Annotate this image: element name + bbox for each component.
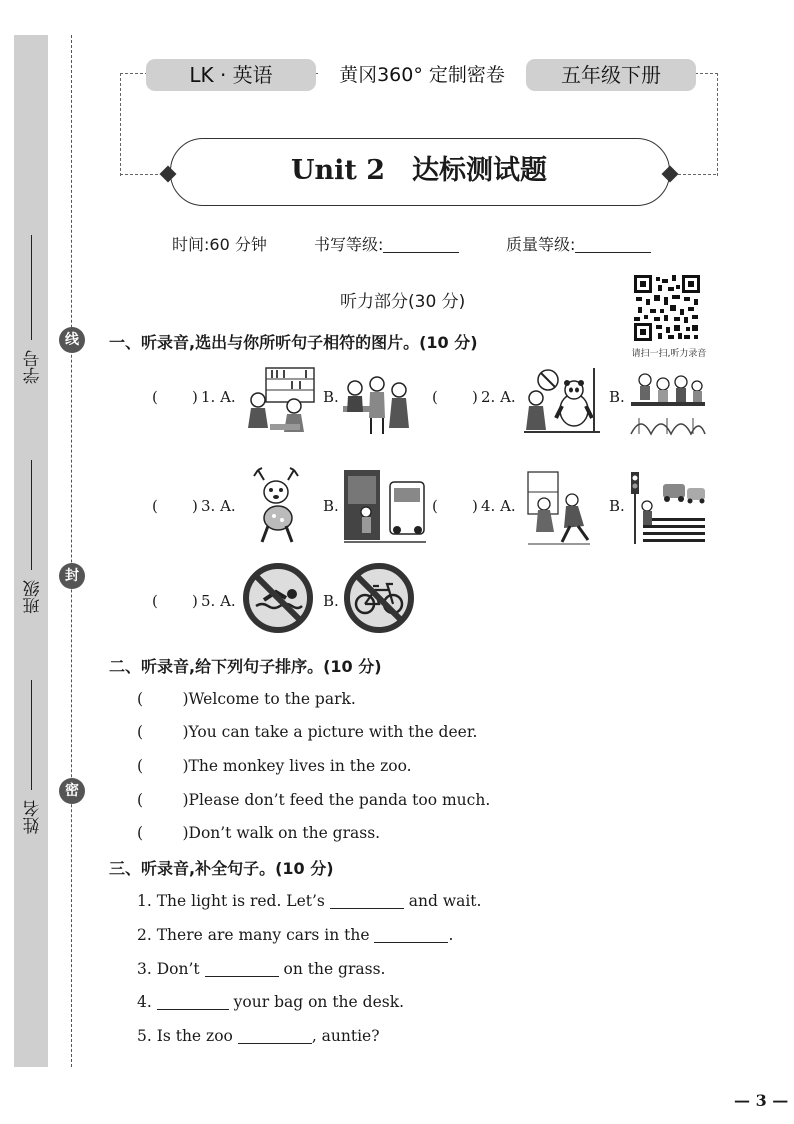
header-connector-right bbox=[678, 174, 716, 175]
q5-bracket-right: ) bbox=[192, 592, 198, 610]
part2-sentence-3: The monkey lives in the zoo. bbox=[188, 757, 412, 775]
q5-bracket-left: ( bbox=[152, 592, 158, 610]
part3-text-1b: and wait. bbox=[408, 892, 482, 910]
part3-text-3a: 3. Don’t bbox=[137, 960, 200, 978]
quality-grade-label: 质量等级: bbox=[506, 235, 576, 254]
seal-line-mark: 线 bbox=[59, 327, 85, 353]
q4-option-b: B. bbox=[609, 497, 625, 515]
quality-grade bbox=[506, 232, 651, 255]
part1-heading: 一、听录音,选出与你所听句子相符的图片。(10 分) bbox=[109, 333, 478, 352]
q1-option-b: B. bbox=[323, 388, 339, 406]
time-label: 时间:60 分钟 bbox=[172, 235, 267, 254]
q1-option-a: 1. A. bbox=[201, 388, 236, 406]
part2-bracket-1[interactable]: ( ) bbox=[137, 690, 189, 708]
part3-text-2a: 2. There are many cars in the bbox=[137, 926, 370, 944]
writing-grade bbox=[314, 232, 459, 255]
seal-seal-mark: 封 bbox=[59, 563, 85, 589]
part3-blank-3[interactable] bbox=[205, 960, 279, 977]
name-label: 姓名 bbox=[23, 800, 44, 835]
quality-grade-blank[interactable] bbox=[575, 236, 651, 253]
student-id-line bbox=[31, 235, 32, 340]
q2-option-b: B. bbox=[609, 388, 625, 406]
subject-pill: LK · 英语 bbox=[146, 59, 316, 91]
binding-dash-line bbox=[71, 35, 72, 1067]
part2-row bbox=[137, 723, 477, 741]
q4-option-a: 4. A. bbox=[481, 497, 516, 515]
part2-sentence-4: Please don’t feed the panda too much. bbox=[188, 791, 491, 809]
class-label: 班级 bbox=[23, 580, 44, 615]
part2-bracket-5[interactable]: ( ) bbox=[137, 824, 189, 842]
q2-bracket-right: ) bbox=[472, 388, 478, 406]
q4-bracket-left: ( bbox=[432, 497, 438, 515]
q4-bracket-right: ) bbox=[472, 497, 478, 515]
q3-bracket-left: ( bbox=[152, 497, 158, 515]
part3-text-3b: on the grass. bbox=[283, 960, 386, 978]
part3-row bbox=[137, 926, 453, 944]
q2-bracket-left: ( bbox=[432, 388, 438, 406]
part3-text-4a: 4. bbox=[137, 993, 152, 1011]
part3-text-4b: your bag on the desk. bbox=[233, 993, 405, 1011]
q3-bracket-right: ) bbox=[192, 497, 198, 515]
q1-a-library-kids-image[interactable] bbox=[244, 366, 316, 438]
part3-blank-5[interactable] bbox=[238, 1027, 312, 1044]
writing-grade-label: 书写等级: bbox=[314, 235, 384, 254]
writing-grade-blank[interactable] bbox=[383, 236, 459, 253]
part2-sentence-1: Welcome to the park. bbox=[188, 690, 356, 708]
q1-bracket-right: ) bbox=[192, 388, 198, 406]
part2-sentence-2: You can take a picture with the deer. bbox=[188, 723, 478, 741]
part3-blank-4[interactable] bbox=[157, 993, 229, 1010]
q2-b-bench-kids-image[interactable] bbox=[627, 366, 707, 436]
part2-sentence-5: Don’t walk on the grass. bbox=[188, 824, 381, 842]
part3-text-5a: 5. Is the zoo bbox=[137, 1027, 233, 1045]
q3-a-deer-image[interactable] bbox=[248, 466, 306, 546]
q2-option-a: 2. A. bbox=[481, 388, 516, 406]
listening-section-title: 听力部分(30 分) bbox=[340, 292, 466, 312]
series-title: 黄冈360° 定制密卷 bbox=[318, 59, 526, 91]
q3-b-bus-stop-image[interactable] bbox=[342, 466, 428, 546]
part2-row bbox=[137, 757, 412, 775]
q1-bracket-left: ( bbox=[152, 388, 158, 406]
part2-bracket-3[interactable]: ( ) bbox=[137, 757, 189, 775]
q1-b-park-kids-image[interactable] bbox=[341, 366, 415, 438]
q2-a-panda-feeding-image[interactable] bbox=[522, 366, 602, 438]
header-connector-left bbox=[120, 174, 158, 175]
part3-row bbox=[137, 1027, 380, 1045]
part3-text-5b: , auntie? bbox=[311, 1027, 380, 1045]
part2-bracket-2[interactable]: ( ) bbox=[137, 723, 189, 741]
part2-heading: 二、听录音,给下列句子排序。(10 分) bbox=[109, 657, 382, 676]
part3-blank-2[interactable] bbox=[374, 926, 448, 943]
grade-pill: 五年级下册 bbox=[526, 59, 696, 91]
class-line bbox=[31, 460, 32, 570]
q5-b-no-cycling-sign-icon[interactable] bbox=[343, 562, 415, 634]
part3-text-1a: 1. The light is red. Let’s bbox=[137, 892, 325, 910]
page-number: — 3 — bbox=[734, 1091, 789, 1110]
q4-b-crosswalk-image[interactable] bbox=[629, 468, 709, 546]
page-title: Unit 2 达标测试题 bbox=[290, 155, 548, 186]
q5-a-no-swimming-sign-icon[interactable] bbox=[242, 562, 314, 634]
q5-option-a: 5. A. bbox=[201, 592, 236, 610]
seal-secret-mark: 密 bbox=[59, 778, 85, 804]
q5-option-b: B. bbox=[323, 592, 339, 610]
q4-a-running-kids-image[interactable] bbox=[526, 470, 592, 546]
q3-option-b: B. bbox=[323, 497, 339, 515]
part3-text-2b: . bbox=[448, 926, 454, 944]
q3-option-a: 3. A. bbox=[201, 497, 236, 515]
qr-caption: 请扫一扫,听力录音 bbox=[631, 349, 707, 359]
part3-row bbox=[137, 993, 404, 1011]
part2-row bbox=[137, 690, 356, 708]
part3-row bbox=[137, 892, 481, 910]
part3-heading: 三、听录音,补全句子。(10 分) bbox=[109, 859, 334, 878]
qr-code-icon[interactable] bbox=[634, 275, 700, 341]
part3-blank-1[interactable] bbox=[330, 892, 404, 909]
part2-bracket-4[interactable]: ( ) bbox=[137, 791, 189, 809]
part2-row bbox=[137, 824, 380, 842]
part2-row bbox=[137, 791, 490, 809]
student-id-label: 学号 bbox=[23, 350, 44, 385]
part3-row bbox=[137, 960, 385, 978]
name-line bbox=[31, 680, 32, 790]
